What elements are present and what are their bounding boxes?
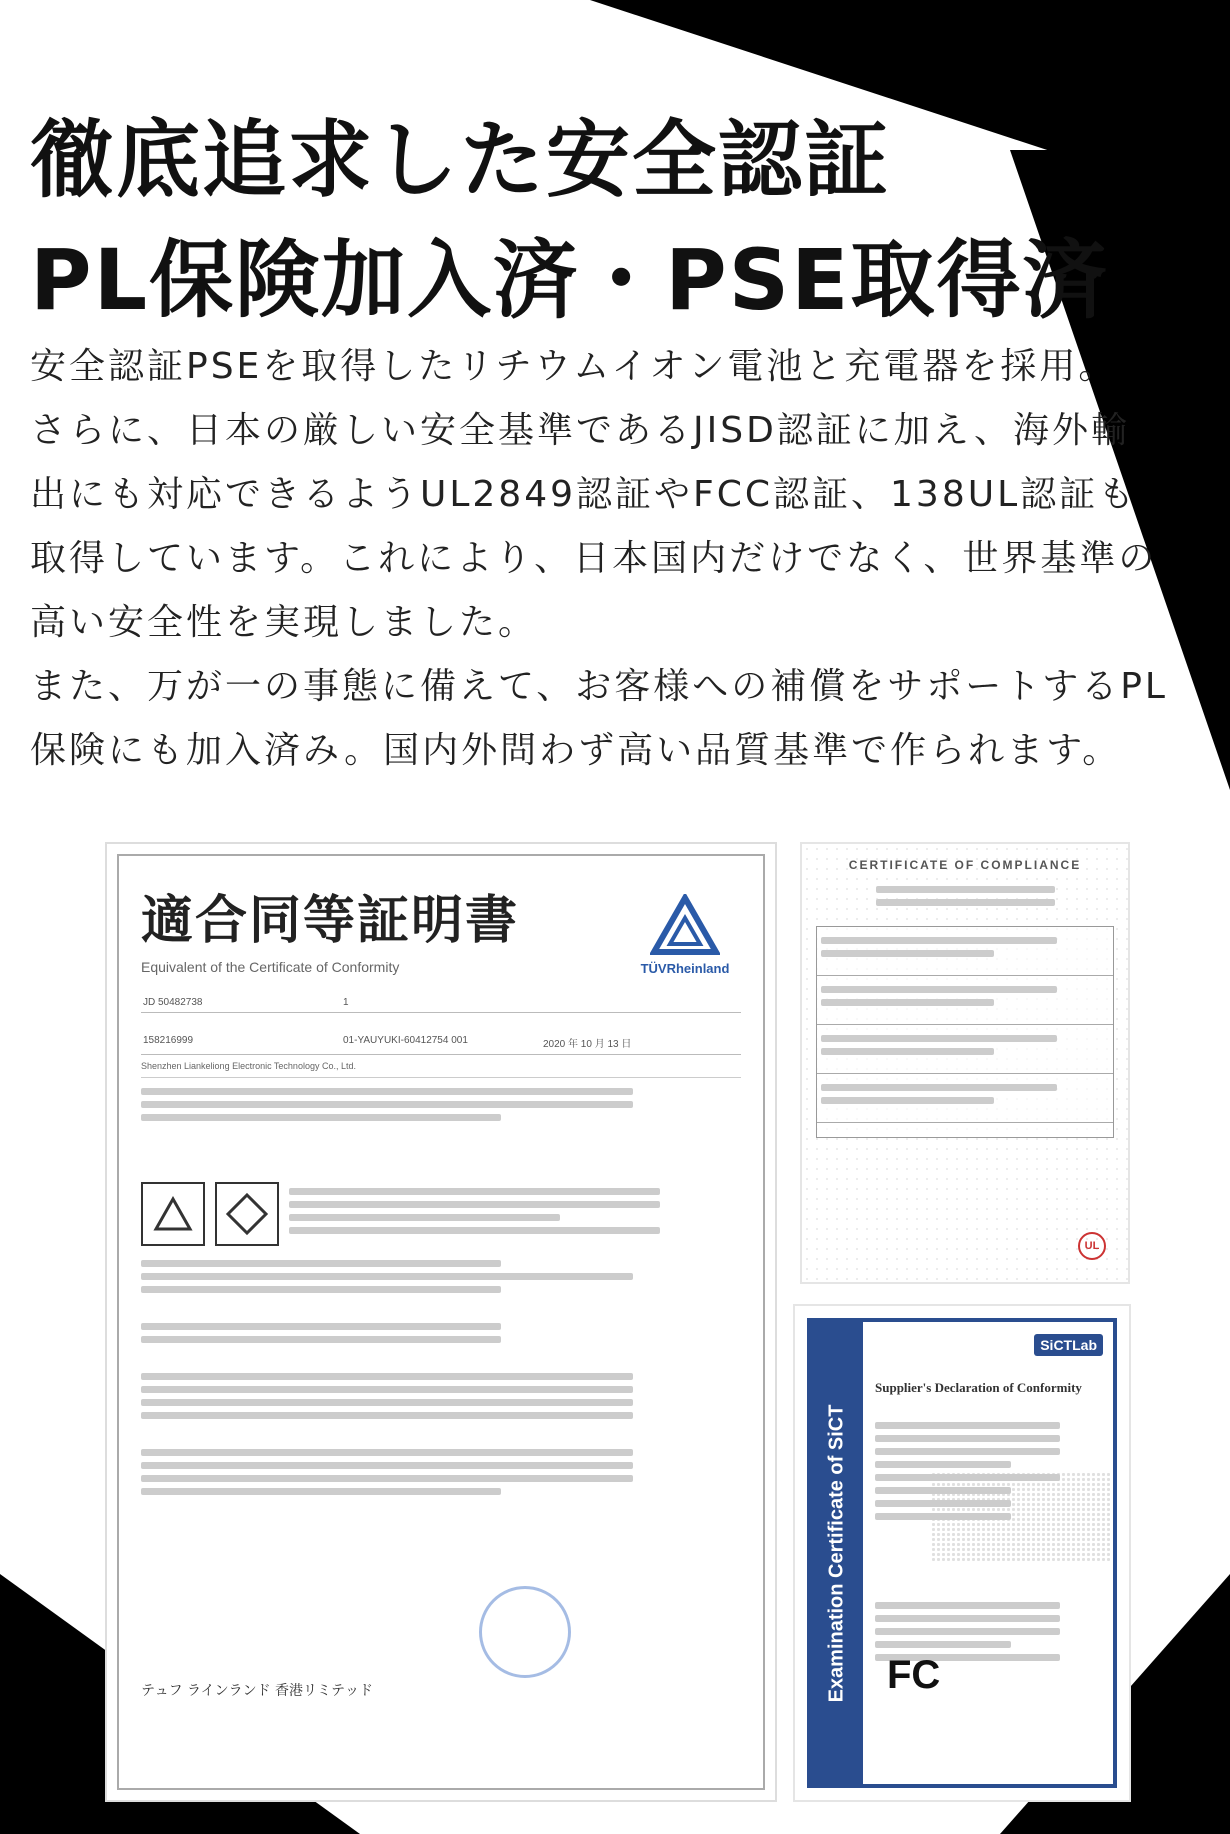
description-line: さらに、日本の厳しい安全基準であるJISD認証に加え、海外輸 <box>30 410 1130 451</box>
certificate-page: 1 <box>341 993 541 1013</box>
description-line: 安全認証PSEを取得したリチウムイオン電池と充電器を採用。 <box>30 346 1118 387</box>
headline-line-1: 徹底追求した安全認証 <box>30 111 891 209</box>
ul-certificate-image <box>800 842 1130 1284</box>
sict-side-text: Examination Certificate of SiCT <box>825 1404 848 1702</box>
ul-logo-icon: UL <box>1078 1232 1106 1260</box>
sict-title: Supplier's Declaration of Conformity <box>875 1380 1082 1395</box>
description-line: 出にも対応できるようUL2849認証やFCC認証、138UL認証も <box>30 474 1138 515</box>
certificate-issuer: テュフ ラインランド 香港リミテッド <box>141 1683 374 1699</box>
description <box>30 335 1210 783</box>
fcc-logo: FC <box>887 1653 941 1697</box>
sict-logo: SiCTLab <box>1034 1334 1103 1356</box>
ul-certificate-table <box>816 926 1114 1138</box>
description-line: 取得しています。これにより、日本国内だけでなく、世界基準の <box>30 538 1158 579</box>
certificate-number: JD 50482738 <box>141 993 341 1013</box>
certificate-title: 適合同等証明書 <box>141 891 520 951</box>
certificate-body-text <box>141 1260 741 1495</box>
issue-date: 2020 年 10 月 13 日 <box>541 1031 741 1055</box>
page-headline <box>30 100 1109 340</box>
certificate-subtitle: Equivalent of the Certificate of Conformity <box>141 959 400 975</box>
tuv-triangle-icon <box>650 894 720 956</box>
sict-details <box>875 1416 1101 1667</box>
address-block <box>141 1088 741 1168</box>
certificate-number-row <box>141 993 741 1013</box>
description-line: また、万が一の事態に備えて、お客様への補償をサポートするPL <box>30 666 1168 707</box>
our-reference: 01-YAUYUKI-60412754 001 <box>341 1031 541 1055</box>
tuv-logo <box>635 894 735 976</box>
applicant-name: Shenzhen Liankeliong Electronic Technology Co., Ltd. <box>141 1055 741 1078</box>
description-line: 保険にも加入済み。国内外問わず高い品質基準で作られます。 <box>30 730 1122 771</box>
certificate-reference-row <box>141 1031 741 1055</box>
tuv-logo-text: TÜVRheinland <box>640 961 730 976</box>
sict-side-banner <box>811 1322 863 1784</box>
headline-line-2: PL保険加入済・PSE取得済 <box>30 231 1109 329</box>
pse-diamond-icon <box>215 1182 279 1246</box>
sict-certificate-image <box>793 1304 1131 1802</box>
tuv-certificate-image <box>105 842 777 1802</box>
applicant-reference: 158216999 <box>141 1031 341 1055</box>
ul-certificate-title: CERTIFICATE OF COMPLIANCE <box>848 858 1082 872</box>
pse-triangle-icon <box>141 1182 205 1246</box>
description-line: 高い安全性を実現しました。 <box>30 602 538 643</box>
certificate-stamp <box>479 1586 571 1678</box>
ul-certificate-header-lines <box>816 886 1114 906</box>
pse-marks <box>141 1182 741 1246</box>
